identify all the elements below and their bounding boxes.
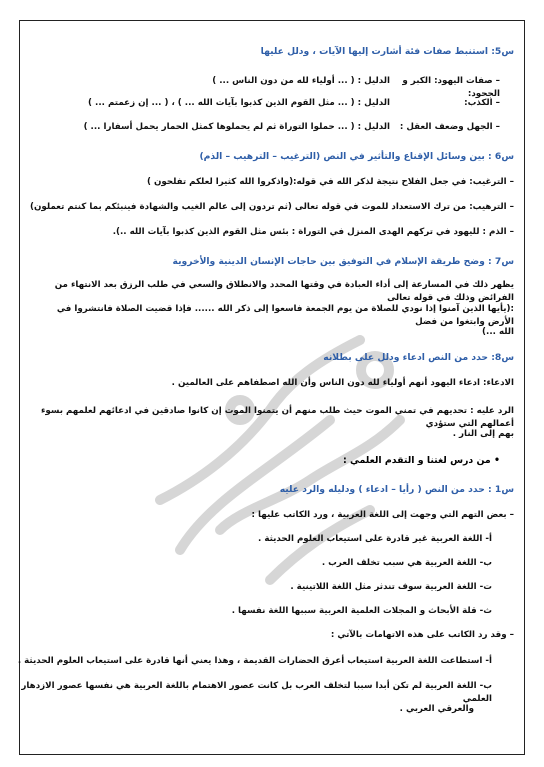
q8-rebuttal-2: بهم إلى النار . [452,429,514,439]
q5-row-3 [16,121,514,134]
q6-line-2: – الترهيب: من ترك الاستعداد للموت في قوله تعالى (ثم تردون إلى عالم الغيب والشهادة فينبئكم بما كنتم تعملون) [29,202,514,212]
lesson-reply-intro: – وقد رد الكاتب على هذه الاتهامات بالآتي : [330,630,514,640]
lesson-item-1: أ- اللغة العربية غير قادرة على استيعاب العلوم الحديثة . [258,534,492,544]
question-5-title: س5: استنبط صفات فئة أشارت إليها الآيات ، ودلل عليها [260,46,514,57]
q5-row-1-label: – صفات اليهود: الكبر و الجحود: [402,76,500,99]
question-7-title: س7 : وضح طريقة الإسلام في التوفيق بين حاجات الإنسان الدينية والأخروية [172,256,514,267]
q5-row-3-evidence: الدليل : ( ... حملوا التوراة ثم لم يحملوها كمثل الحمار يحمل أسفارا ... ) [83,122,390,132]
q5-row-2-evidence: الدليل : ( ... مثل القوم الذين كذبوا بآيات الله ... ) ، ( ... إن زعمتم ... ) [88,98,390,108]
q7-line-1: يظهر ذلك في المسارعة إلى أداء العبادة في وقتها المحدد والانطلاق والسعي في طلب الرزق بعد الانتهاء من الفرائض وذلك في قوله تعالى [54,280,514,303]
q8-claim: الادعاء: ادعاء اليهود أنهم أولياء لله دون الناس وأن الله اصطفاهم على العالمين . [171,378,514,388]
lesson-item-3: ت- اللغة العربية سوف تندثر مثل اللغة اللاتينية . [290,582,492,592]
q5-row-2-label: – الكذب: [464,98,500,108]
question-6-title: س6 : بين وسائل الإقناع والتأثير في النص (الترغيب – الترهيب – الذم) [199,151,514,162]
lesson-item-2: ب- اللغة العربية هي سبب تخلف العرب . [321,558,492,568]
question-8-title: س8: حدد من النص ادعاء ودلل على بطلانه [323,352,514,363]
lesson-reply-2: ب- اللغة العربية لم تكن أبدا سببا لتخلف العرب بل كانت عصور الاهتمام باللغة العربية هي نفسها عصور الازدهار العلمي [21,681,492,704]
lesson-heading: • من درس لغتنا و التقدم العلمي : [342,455,500,466]
q6-line-1: – الترغيب: في جعل الفلاح نتيجة لذكر الله في قوله:(واذكروا الله كثيرا لعلكم تفلحون ) [146,177,514,187]
document-page [17,30,514,755]
q5-row-1-evidence: الدليل : ( ... أولياء لله من دون الناس ... ) [212,76,390,86]
lesson-item-4: ث- قلة الأبحاث و المجلات العلمية العربية سببها اللغة نفسها . [231,606,492,616]
lesson-reply-1: أ- استطاعت اللغة العربية استيعاب أعرق الحضارات القديمة ، وهذا يعني أنها قادرة على استيعاب العلوم الحديثة . [17,656,492,666]
q5-row-3-label: – الجهل وضعف العقل : [399,122,500,132]
lesson-q1-title: س1 : حدد من النص ( رأيا – ادعاء ) ودليله والرد عليه [279,484,514,495]
lesson-reply-2-cont: والعرقي العربي . [399,704,474,714]
q7-line-2: :(يأيها الذين آمنوا إذا نودي للصلاة من يوم الجمعة فاسعوا إلى ذكر الله ...... فإذا قضيت الصلاة فانتشروا في الأرض وابتغوا من فضل [56,304,514,327]
q6-line-3: – الذم : لليهود في تركهم الهدى المنزل في التوراة : بئس مثل القوم الذين كذبوا بآيات الله ..). [112,227,514,237]
q5-row-2 [16,97,514,110]
q8-rebuttal-1: الرد عليه : تحديهم في تمني الموت حيث طلب منهم أن يتمنوا الموت إن كانوا صادقين في ادعائهم لعلمهم بسوء أعمالهم التي ستؤدي [40,406,514,429]
q7-line-3: الله ...) [482,327,514,337]
lesson-intro: – بعض التهم التي وجهت إلى اللغة العربية ، ورد الكاتب عليها : [251,510,514,520]
